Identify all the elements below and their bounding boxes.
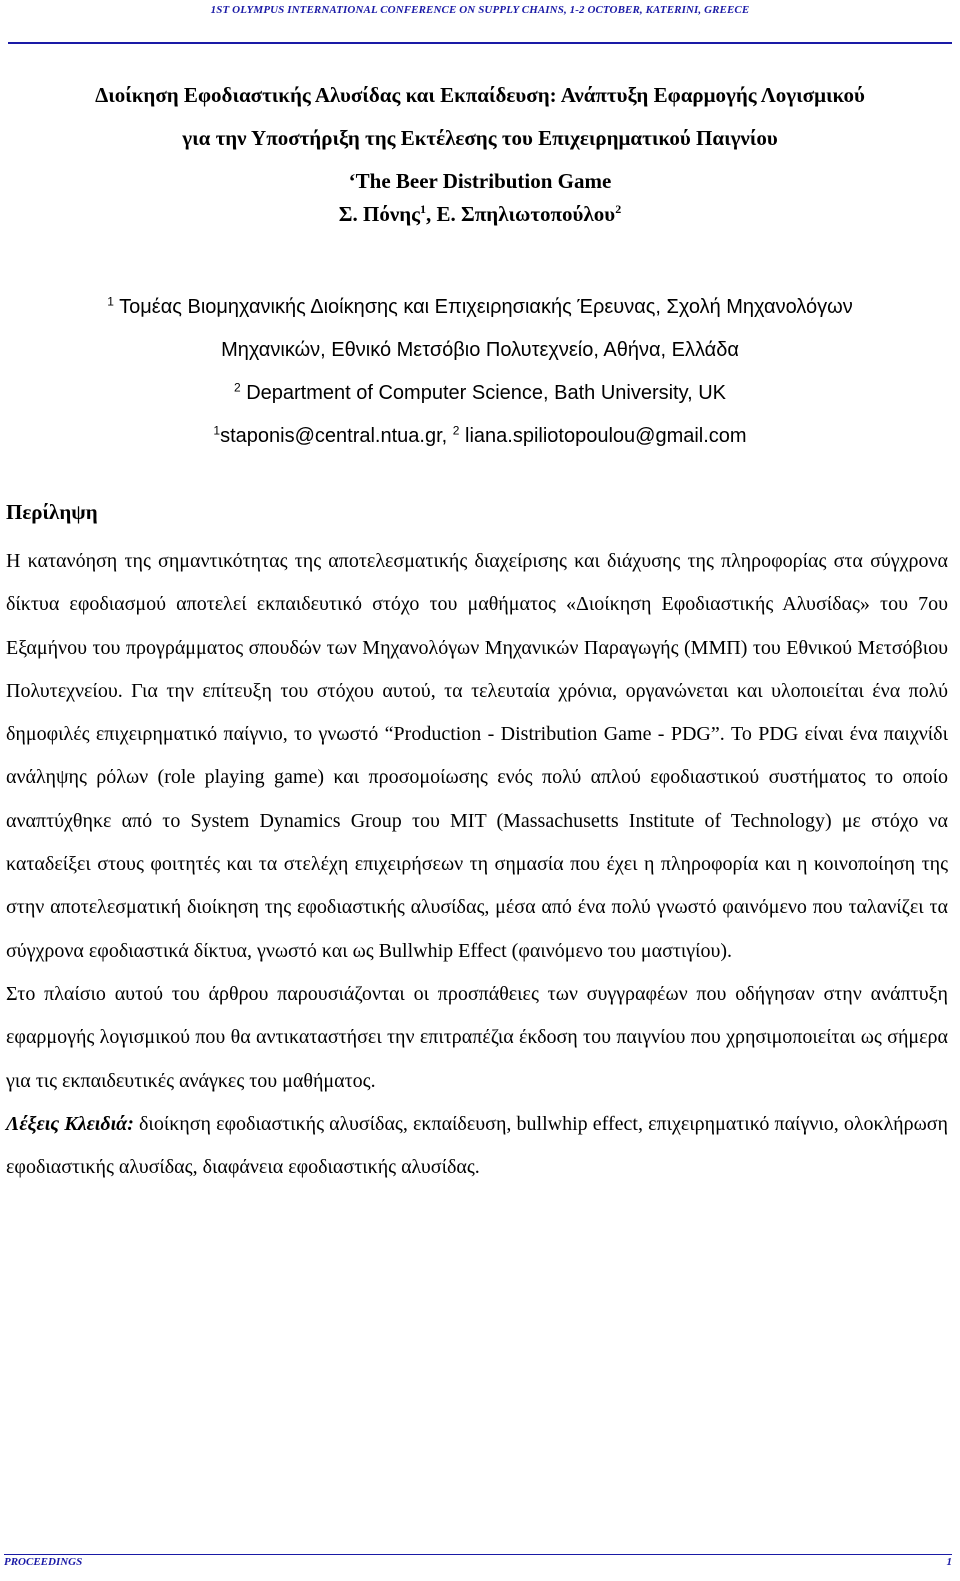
abstract-heading: Περίληψη	[6, 500, 98, 524]
affiliation-1-line-1	[0, 286, 960, 329]
affiliation-2-sup: 2	[233, 380, 241, 395]
affiliation-2-text: Department of Computer Science, Bath University, UK	[240, 382, 727, 404]
email-1: staponis@central.ntua.gr,	[220, 425, 453, 447]
author-separator: ,	[426, 202, 437, 226]
running-footer	[4, 1556, 952, 1568]
email-2-sup: 2	[452, 423, 460, 438]
keywords-label: Λέξεις Κλειδιά:	[6, 1112, 134, 1135]
author-1: Σ. Πόνης	[338, 202, 421, 226]
email-2: liana.spiliotopoulou@gmail.com	[459, 425, 747, 447]
paper-title	[0, 74, 960, 203]
affiliation-1-line-2: Μηχανικών, Εθνικό Μετσόβιο Πολυτεχνείο, Αθήνα, Ελλάδα	[221, 339, 739, 361]
affiliation-2	[0, 372, 960, 415]
keywords	[6, 1103, 948, 1190]
header-rule	[8, 42, 952, 44]
footer-rule	[4, 1554, 952, 1555]
affiliations	[0, 286, 960, 458]
abstract-body	[6, 540, 948, 1189]
title-line-1: Διοίκηση Εφοδιαστικής Αλυσίδας και Εκπαίδευση: Ανάπτυξη Εφαρμογής Λογισμικού	[95, 83, 865, 107]
title-line-3: ‘The Beer Distribution Game	[348, 169, 612, 193]
page-number: 1	[946, 1556, 952, 1568]
affiliation-1-text: Τομέας Βιομηχανικής Διοίκησης και Επιχειρησιακής Έρευνας, Σχολή Μηχανολόγων	[113, 296, 853, 318]
footer-proceedings: PROCEEDINGS	[4, 1556, 83, 1568]
abstract-paragraph-1: Η κατανόηση της σημαντικότητας της αποτελεσματικής διαχείρισης και διάχυσης της πληροφορίας στα σύγχρονα δίκτυα εφοδιασμού αποτελεί εκπαιδευτικό στόχο του μαθήματος «Διοίκηση Εφοδιαστικής Αλυσίδας» του 7ου Εξαμήνου του προγράμματος σπουδών των Μηχανολόγων Μηχανικών Παραγωγής (ΜΜΠ) του Εθνικού Μετσόβιου Πολυτεχνείου. Για την επίτευξη του στόχου αυτού, τα τελευταία χρόνια, οργανώνεται και υλοποιείται ένα πολύ δημοφιλές επιχειρηματικό παίγνιο, το γνωστό “Production - Distribution Game - PDG”. Το PDG είναι ένα παιχνίδι ανάληψης ρόλων (role playing game) και προσομοίωσης ενός πολύ απλού εφοδιαστικού συστήματος το οποίο αναπτύχθηκε από το System Dynamics Group του MIT (Massachusetts Institute of Technology) με στόχο να καταδείξει στους φοιτητές και τα στελέχη επιχειρήσεων τη σημασία που έχει η πληροφορία και η κοινοποίηση της στην αποτελεσματική διοίκηση της εφοδιαστικής αλυσίδας, μέσα από ένα πολύ γνωστό φαινόμενο που ταλανίζει τα σύγχρονα εφοδιαστικά δίκτυα, γνωστό και ως Bullwhip Effect (φαινόμενο του μαστιγίου).	[6, 550, 948, 962]
affiliation-1-sup: 1	[107, 294, 114, 309]
keywords-text: διοίκηση εφοδιαστικής αλυσίδας, εκπαίδευση, bullwhip effect, επιχειρηματικό παίγνιο, ολοκλήρωση εφοδιαστικής αλυσίδας, διαφάνεια εφοδιαστικής αλυσίδας.	[6, 1112, 948, 1179]
email-1-sup: 1	[213, 423, 221, 438]
emails	[0, 415, 960, 458]
author-2: Ε. Σπηλιωτοπούλου	[436, 202, 616, 226]
author-1-sup: 1	[420, 202, 427, 216]
authors	[0, 202, 960, 227]
running-header: 1ST OLYMPUS INTERNATIONAL CONFERENCE ON SUPPLY CHAINS, 1-2 OCTOBER, KATERINI, GREECE	[210, 4, 750, 16]
title-line-2: για την Υποστήριξη της Εκτέλεσης του Επιχειρηματικού Παιγνίου	[182, 126, 778, 150]
author-2-sup: 2	[615, 202, 622, 216]
abstract-paragraph-2: Στο πλαίσιο αυτού του άρθρου παρουσιάζονται οι προσπάθειες των συγγραφέων που οδήγησαν στην ανάπτυξη εφαρμογής λογισμικού που θα αντικαταστήσει την επιτραπέζια έκδοση του παιγνίου που χρησιμοποιείται ως σήμερα για τις εκπαιδευτικές ανάγκες του μαθήματος.	[6, 982, 948, 1092]
